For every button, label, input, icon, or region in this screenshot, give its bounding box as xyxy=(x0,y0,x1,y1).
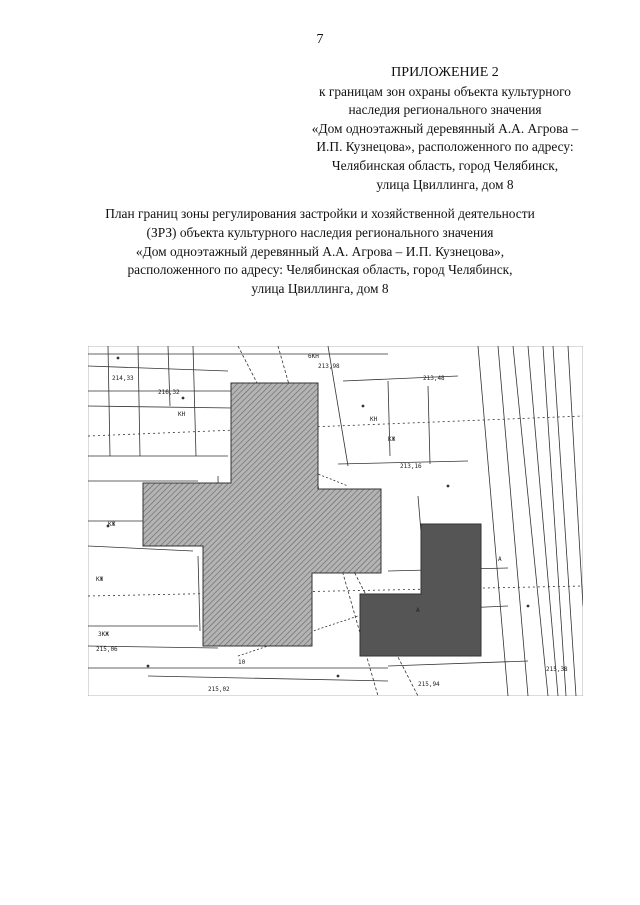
map-label: КЖ xyxy=(96,576,104,583)
map-label: 214,33 xyxy=(112,375,134,382)
appendix-line: Челябинская область, город Челябинск, xyxy=(331,157,559,173)
appendix-line: «Дом одноэтажный деревянный А.А. Агрова – xyxy=(311,120,579,136)
plan-title-line: расположенного по адресу: Челябинская область, город Челябинск, xyxy=(127,262,513,278)
plan-title-line: План границ зоны регулирования застройки и хозяйственной деятельности xyxy=(105,206,535,221)
map-label: 213,16 xyxy=(400,463,422,470)
plan-title-line: улица Цвиллинга, дом 8 xyxy=(251,281,389,297)
map-label: 213,98 xyxy=(318,363,340,370)
zrz-zone-boundary xyxy=(143,383,381,646)
map-label: КН xyxy=(370,416,378,423)
map-label: КН xyxy=(178,411,186,418)
map-label: КЖ xyxy=(388,436,396,443)
map-label: 6КН xyxy=(308,353,319,360)
plan-title-line: «Дом одноэтажный деревянный А.А. Агрова – И.П. Кузнецова», xyxy=(135,243,505,259)
map-label: 215,38 xyxy=(546,666,568,673)
appendix-line: наследия регионального значения xyxy=(348,102,542,118)
map-label: 215,94 xyxy=(418,681,440,688)
map-label: 215,06 xyxy=(96,646,118,653)
map-label: 3КЖ xyxy=(98,631,109,638)
map-label: 215,02 xyxy=(208,686,230,693)
map-drawing xyxy=(88,346,583,696)
map-label: 216,32 xyxy=(158,389,180,396)
plan-title-line: (ЗРЗ) объекта культурного наследия регионального значения xyxy=(146,224,494,240)
map-label: А xyxy=(416,607,420,614)
zone-plan-map xyxy=(88,346,583,696)
appendix-line: И.П. Кузнецова», расположенного по адресу: xyxy=(316,139,574,155)
appendix-line: улица Цвиллинга, дом 8 xyxy=(376,176,514,192)
page-number: 7 xyxy=(316,32,324,47)
appendix-header xyxy=(280,64,610,194)
appendix-line: к границам зон охраны объекта культурного xyxy=(318,83,572,99)
appendix-title: ПРИЛОЖЕНИЕ 2 xyxy=(391,65,499,80)
map-label: А xyxy=(498,556,502,563)
map-label: 10 xyxy=(238,659,246,666)
map-label: 213,48 xyxy=(423,375,445,382)
plan-title xyxy=(60,205,580,299)
map-label: КЖ xyxy=(108,521,116,528)
